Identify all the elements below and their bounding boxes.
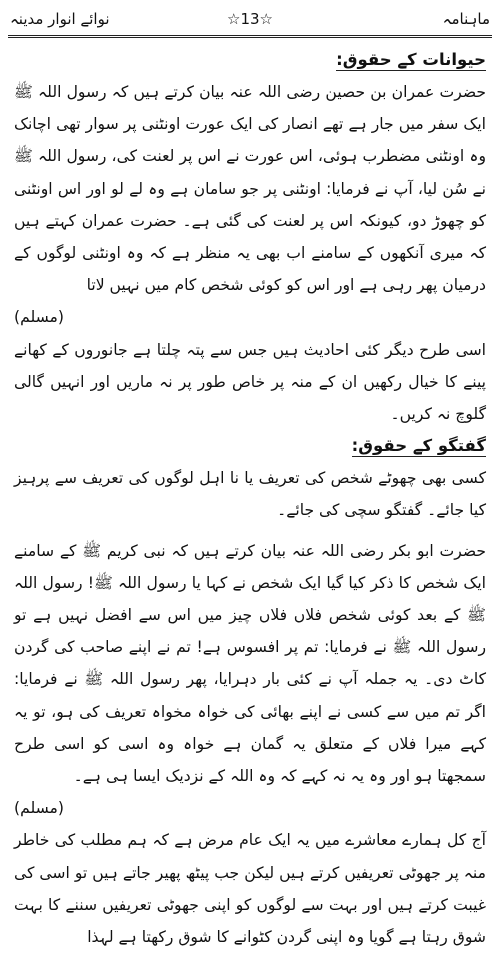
speech-paragraph-2: حضرت ابو بکر رضی اللہ عنہ بیان کرتے ہیں کہ نبی کریم ﷺ کے سامنے ایک شخص کا ذکر کیا گیا ایک شخص نے کہا یا رسول اللہ ﷺ! رسول اللہ ﷺ کے بعد کوئی شخص فلاں فلاں چیز میں اس سے افضل نہیں ہے تو رسول اللہ ﷺ نے فرمایا: تم پر افسوس ہے! تم نے اپنے صاحب کی گردن کاٹ دی۔ یہ جملہ آپ نے کئی بار دہرایا، پھر رسول اللہ ﷺ نے فرمایا: اگر تم میں سے کسی نے اپنے بھائی کی خواہ مخواہ تعریف کی ہو، تو یہ کہے میرا فلاں کے متعلق یہ گمان ہے خواہ وہ اسی کو اسی طرح سمجھتا ہو اور وہ یہ نہ کہے کہ وہ اللہ کے نزدیک ایسا ہی ہے۔ (مسلم) [14,535,486,825]
article-body [14,44,486,947]
animals-paragraph-2: اسی طرح دیگر کئی احادیث ہیں جس سے پتہ چلتا ہے جانوروں کے کھانے پینے کا خیال رکھیں ان کے منہ پر خاص طور پر نہ ماریں اور انہیں گالی گلوچ نہ کریں۔ [14,340,486,424]
magazine-type: ماہنامہ [442,10,490,28]
header-divider [8,35,492,38]
citation: (مسلم) [14,308,64,327]
animals-paragraph-1: حضرت عمران بن حصین رضی اللہ عنہ بیان کرتے ہیں کہ رسول اللہ ﷺ ایک سفر میں جار ہے تھے انصار کی ایک عورت اونٹنی پر سوار تھی اچانک وہ اونٹنی مضطرب ہوئی، اس عورت نے اس پر لعنت کی، رسول اللہ ﷺ نے سُن لیا، آپ نے فرمایا: اونٹنی پر جو سامان ہے وہ لے لو اور اس اونٹنی کو چھوڑ دو، کیونکہ اس پر لعنت کی گئی ہے۔ حضرت عمران کہتے ہیں کہ میری آنکھوں کے سامنے اب بھی یہ منظر ہے کہ وہ اونٹنی لوگوں کے درمیان پھر رہی ہے اور اس کو کوئی شخص کام میں نہیں لاتا (مسلم) [14,76,486,334]
page-number: ☆13☆ [227,10,273,28]
section-heading-animals: حیوانات کے حقوق: [336,50,486,69]
section-heading-speech: گفتگو کے حقوق: [351,436,486,456]
spacer [14,527,486,535]
speech-paragraph-3: آج کل ہمارے معاشرے میں یہ ایک عام مرض ہے کہ ہم مطلب کی خاطر منہ پر جھوٹی تعریفیں کرتے ہیں لیکن جب پیٹھ پھیر جاتے ہیں تو اسی کی غیبت کرتے ہیں اور بہت سے لوگوں کو اپنی جھوٹی تعریفیں سننے کا بہت شوق رہتا ہے گویا وہ اپنی گردن کٹوانے کا شوق رکھتا ہے لہذا [14,831,486,947]
magazine-name: نوائے انوار مدینہ [10,10,110,28]
citation: (مسلم) [14,799,64,818]
page-header [10,4,490,34]
speech-paragraph-1: کسی بھی چھوٹے شخص کی تعریف یا نا اہل لوگوں کی تعریف سے پرہیز کیا جائے۔ گفتگو سچی کی جائے۔ [14,469,486,520]
